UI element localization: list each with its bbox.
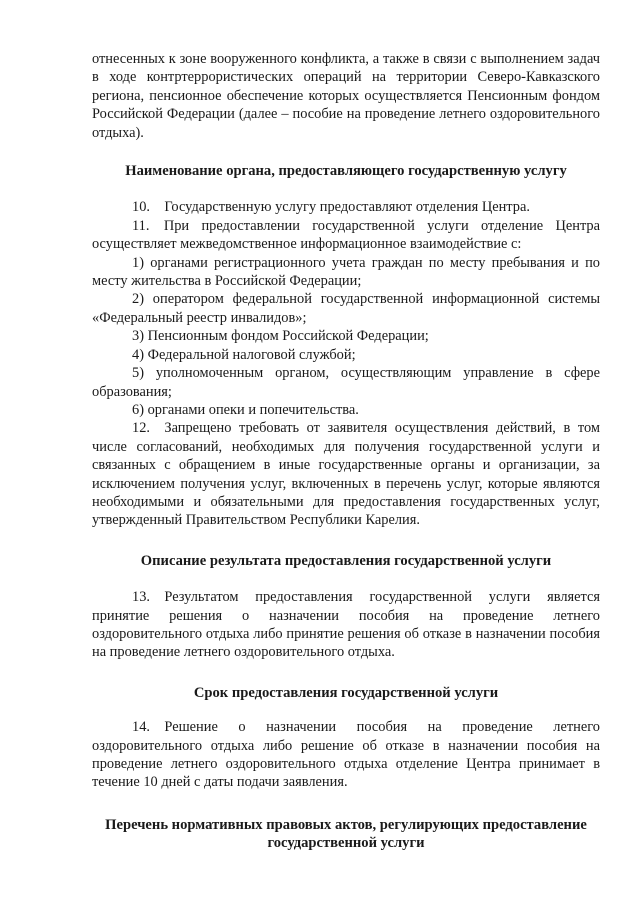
paragraph-12: 12. Запрещено требовать от заявителя осуществления действий, в том числе согласований, необходимых для получения государственной услуги и связанных с обращением в иные государственные органы и организации, за исключением получения услуг, включенных в перечень услуг, которые являются необходимыми и обязательными для предоставления государственных услуг, утвержденный Правительством Республики Карелия. <box>92 420 600 529</box>
paragraph-10: 10. Государственную услугу предоставляют отделения Центра. <box>132 199 530 216</box>
list-item: 1) органами регистрационного учета граждан по месту пребывания и по месту жительства в Российской Федерации; <box>92 254 600 290</box>
list-item: 4) Федеральной налоговой службой; <box>132 346 356 363</box>
section-heading-legal-acts: Перечень нормативных правовых актов, регулирующих предоставление государственной услуги <box>105 816 587 852</box>
section-heading-result: Описание результата предоставления государственной услуги <box>140 552 552 569</box>
intro-paragraph: отнесенных к зоне вооруженного конфликта, а также в связи с выполнением задач в ходе контртеррористических операций на территории Северо-Кавказского региона, пенсионное обеспечение которых осуществляется Пенсионным фондом Российской Федерации (далее – пособие на проведение летнего оздоровительного отдыха). <box>92 51 600 141</box>
section-heading-authority: Наименование органа, предоставляющего государственную услугу <box>125 163 567 180</box>
paragraph-11: 11. При предоставлении государственной услуги отделение Центра осуществляет межведомственное информационное взаимодействие с: <box>92 217 600 253</box>
list-item: 3) Пенсионным фондом Российской Федерации; <box>132 328 429 345</box>
list-item: 5) уполномоченным органом, осуществляющим управление в сфере образования; <box>92 365 600 400</box>
paragraph-13: 13. Результатом предоставления государственной услуги является принятие решения о назначении пособия на проведение летнего оздоровительного отдыха либо принятие решения об отказе в назначении пособия на проведение летнего оздоровительного отдыха. <box>92 589 600 661</box>
section-heading-term: Срок предоставления государственной услуги <box>193 684 499 701</box>
list-item: 6) органами опеки и попечительства. <box>132 401 359 418</box>
paragraph-14: 14. Решение о назначении пособия на проведение летнего оздоровительного отдыха либо решение об отказе в назначении пособия на проведение летнего оздоровительного отдыха отделение Центра принимает в течение 10 дней с даты подачи заявления. <box>92 719 600 791</box>
list-item: 2) оператором федеральной государственной информационной системы «Федеральный реестр инвалидов»; <box>92 291 600 326</box>
